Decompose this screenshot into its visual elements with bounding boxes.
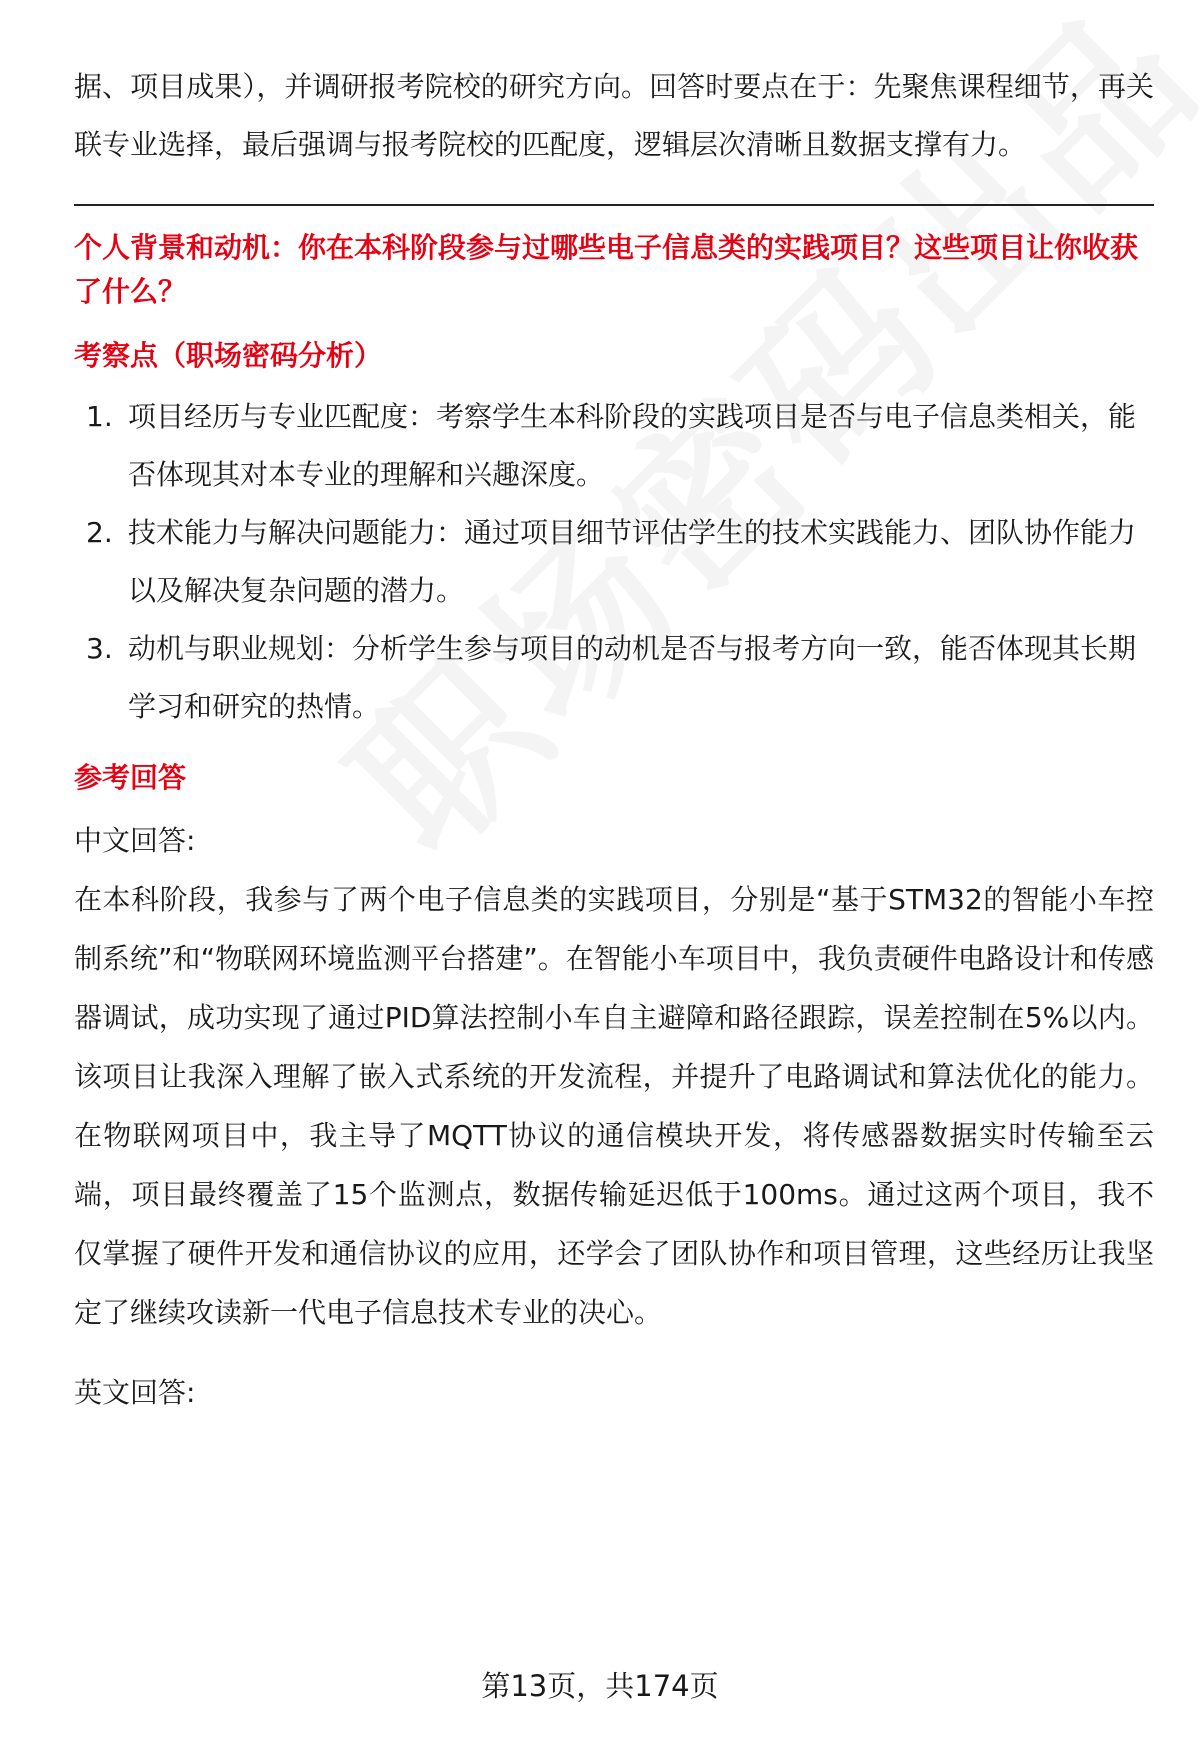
chinese-answer-label: 中文回答:: [74, 824, 196, 857]
list-item-number: 1.: [86, 400, 113, 433]
reference-heading: 参考回答: [74, 761, 187, 794]
section-divider: [74, 204, 1154, 206]
page-number: 第13页，共174页: [481, 1669, 719, 1703]
page-content: [74, 58, 1154, 1422]
list-item: [74, 504, 1154, 620]
english-answer-label: 英文回答:: [74, 1376, 196, 1409]
list-item-number: 2.: [86, 516, 113, 549]
chinese-answer-text: 在本科阶段，我参与了两个电子信息类的实践项目，分别是“基于STM32的智能小车控制系统”和“物联网环境监测平台搭建”。在智能小车项目中，我负责硬件电路设计和传感器调试，成功实现了通过PID算法控制小车自主避障和路径跟踪，误差控制在5%以内。该项目让我深入理解了嵌入式系统的开发流程，并提升了电路调试和算法优化的能力。在物联网项目中，我主导了MQTT协议的通信模块开发，将传感器数据实时传输至云端，项目最终覆盖了15个监测点，数据传输延迟低于100ms。通过这两个项目，我不仅掌握了硬件开发和通信协议的应用，还学会了团队协作和项目管理，这些经历让我坚定了继续攻读新一代电子信息技术专业的决心。: [74, 883, 1154, 1329]
list-item-text: 技术能力与解决问题能力：通过项目细节评估学生的技术实践能力、团队协作能力以及解决复杂问题的潜力。: [128, 516, 1137, 607]
assessment-heading: 考察点（职场密码分析）: [74, 339, 383, 372]
question-title: 个人背景和动机：你在本科阶段参与过哪些电子信息类的实践项目？这些项目让你收获了什么？: [74, 231, 1139, 308]
list-item: [74, 620, 1154, 736]
intro-paragraph: 据、项目成果），并调研报考院校的研究方向。回答时要点在于：先聚焦课程细节，再关联专业选择，最后强调与报考院校的匹配度，逻辑层次清晰且数据支撑有力。: [74, 70, 1154, 161]
list-item-text: 动机与职业规划：分析学生参与项目的动机是否与报考方向一致，能否体现其长期学习和研究的热情。: [128, 632, 1137, 723]
list-item: [74, 388, 1154, 504]
list-item-number: 3.: [86, 632, 113, 665]
assessment-list: [74, 388, 1154, 736]
list-item-text: 项目经历与专业匹配度：考察学生本科阶段的实践项目是否与电子信息类相关，能否体现其对本专业的理解和兴趣深度。: [128, 400, 1137, 491]
